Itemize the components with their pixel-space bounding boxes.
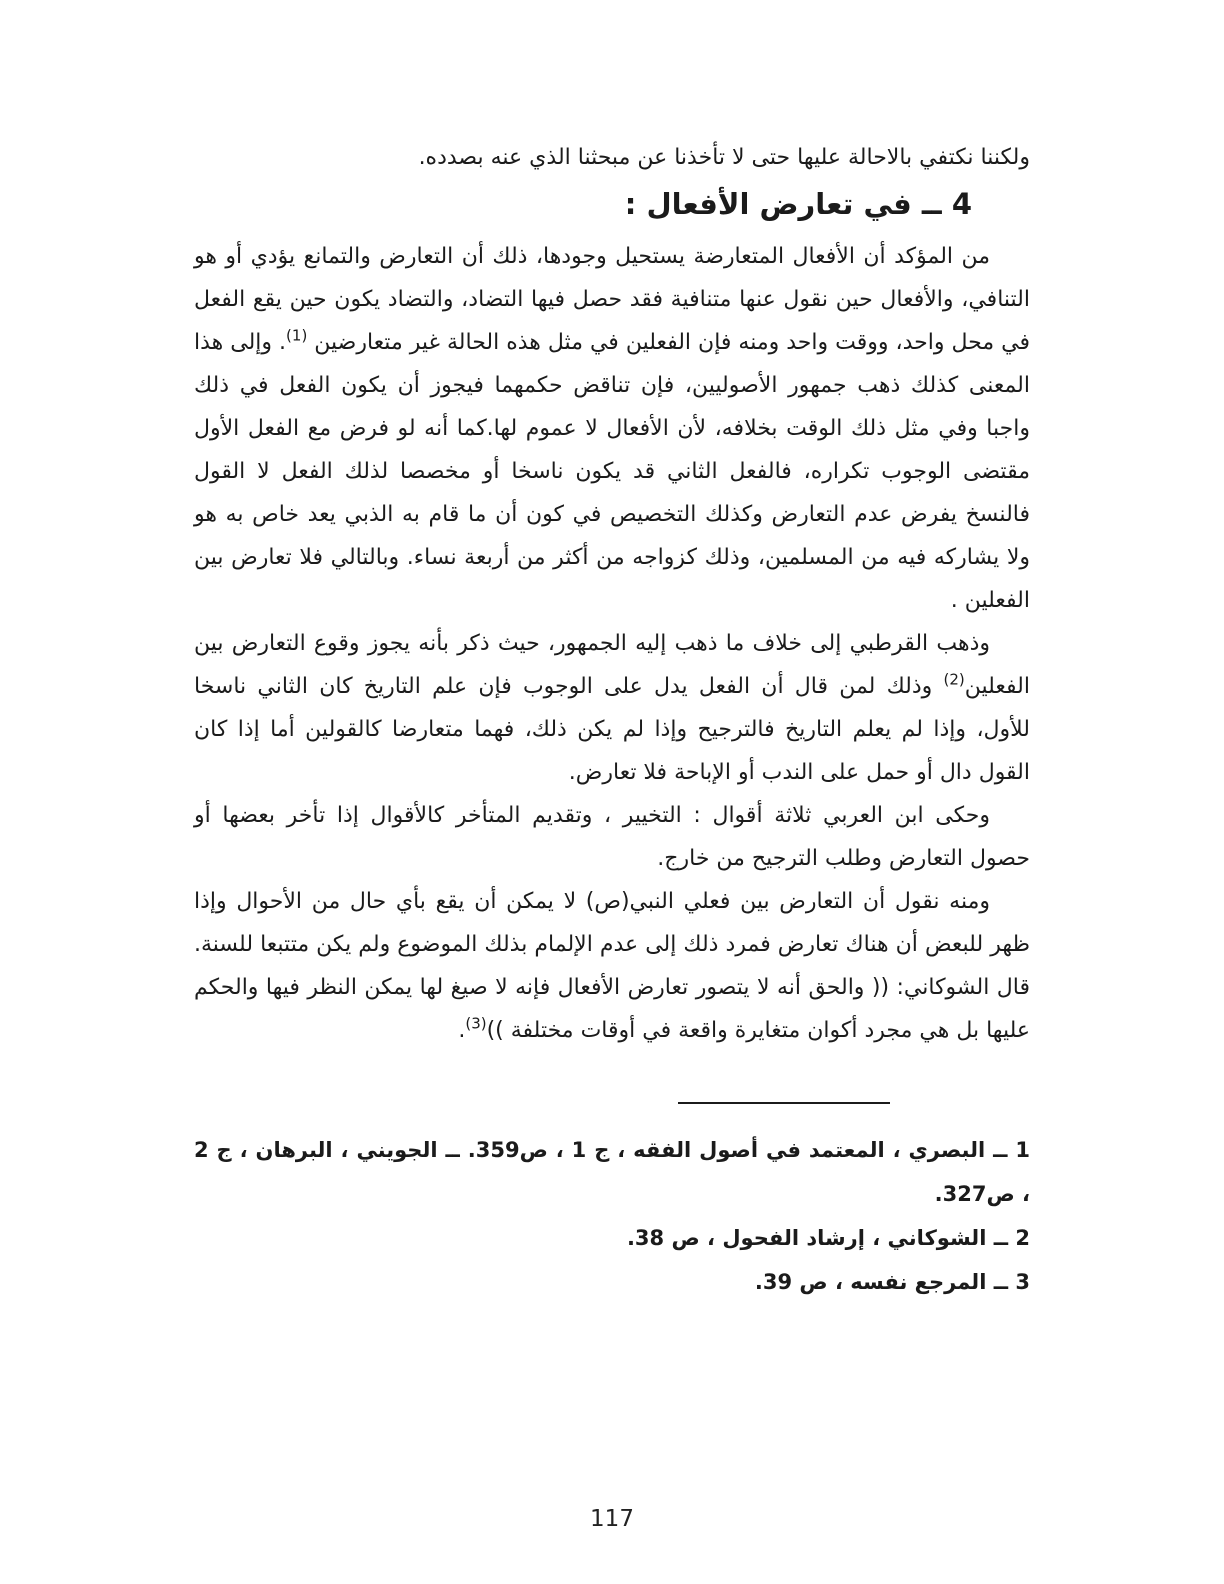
continuation-line: ولكننا نكتفي بالاحالة عليها حتى لا تأخذنا عن مبحثنا الذي عنه بصدده. bbox=[418, 145, 1030, 170]
footnote: 1 ــ البصري ، المعتمد في أصول الفقه ، ج 1 ، ص359. ــ الجويني ، البرهان ، ج 2 ، ص327. bbox=[194, 1138, 1030, 1206]
text-block bbox=[194, 136, 1030, 1304]
footnote-ref: (2) bbox=[943, 670, 965, 689]
paragraph-text: وذهب القرطبي إلى خلاف ما ذهب إليه الجمهور، حيث ذكر بأنه يجوز وقوع التعارض بين الفعلين bbox=[194, 631, 1030, 699]
footnote-ref: (1) bbox=[286, 326, 308, 345]
footnote-ref: (3) bbox=[465, 1014, 487, 1033]
footnotes-block bbox=[194, 1128, 1030, 1304]
footnote: 3 ــ المرجع نفسه ، ص 39. bbox=[754, 1270, 1030, 1294]
paragraph-text: من المؤكد أن الأفعال المتعارضة يستحيل وجودها، ذلك أن التعارض والتمانع يؤدي أو هو التنافي، والأفعال حين نقول عنها متنافية فقد حصل فيها التضاد، والتضاد يكون حين يقع الفعل في محل واحد، ووقت واحد ومنه فإن الفعلين في مثل هذه الحالة غير متعارضين bbox=[194, 244, 1030, 355]
section-heading: 4 ــ في تعارض الأفعال : bbox=[624, 187, 972, 221]
paragraph-text: ومنه نقول أن التعارض بين فعلي النبي(ص) لا يمكن أن يقع بأي حال من الأحوال وإذا ظهر للبعض أن هناك تعارض فمرد ذلك إلى عدم الإلمام بذلك الموضوع ولم يكن متتبعا للسنة. قال الشوكاني: (( والحق أنه لا يتصور تعارض الأفعال فإنه لا صيغ لها يمكن النظر فيها والحكم عليها بل هي مجرد أكوان متغايرة واقعة في أوقات مختلفة )) bbox=[194, 889, 1030, 1043]
paragraph-text: وذلك لمن قال أن الفعل يدل على الوجوب فإن علم التاريخ كان الثاني ناسخا للأول، وإذا لم يعلم التاريخ فالترجيح وإذا لم يكن ذلك، فهما متعارضا كالقولين أما إذا كان القول دال أو حمل على الندب أو الإباحة فلا تعارض. bbox=[194, 674, 1030, 785]
body-paragraph bbox=[194, 794, 1030, 880]
footnote: 2 ــ الشوكاني ، إرشاد الفحول ، ص 38. bbox=[626, 1226, 1030, 1250]
paragraph-text: . bbox=[458, 1018, 466, 1043]
body-paragraph bbox=[194, 880, 1030, 1052]
body-paragraph bbox=[194, 622, 1030, 794]
body-paragraphs bbox=[194, 235, 1030, 1052]
paragraph-text: . وإلى هذا المعنى كذلك ذهب جمهور الأصوليين، فإن تناقض حكمهما فيجوز أن يكون الفعل في ذلك واجبا وفي مثل ذلك الوقت بخلافه، لأن الأفعال لا عموم لها.كما أنه لو فرض مع الفعل الأول مقتضى الوجوب تكراره، فالفعل الثاني قد يكون ناسخا أو مخصصا لذلك الفعل لا القول فالنسخ يفرض عدم التعارض وكذلك التخصيص في كون أن ما قام به الذبي يعد خاص به هو ولا يشاركه فيه من المسلمين، وذلك كزواجه من أكثر من أربعة نساء. وبالتالي فلا تعارض بين الفعلين . bbox=[194, 330, 1030, 613]
body-paragraph bbox=[194, 235, 1030, 622]
page-number: 117 bbox=[590, 1506, 634, 1532]
footnote-separator bbox=[678, 1102, 890, 1104]
paragraph-text: وحكى ابن العربي ثلاثة أقوال : التخيير ، وتقديم المتأخر كالأقوال إذا تأخر بعضها أو حصول التعارض وطلب الترجيح من خارج. bbox=[194, 803, 1030, 871]
